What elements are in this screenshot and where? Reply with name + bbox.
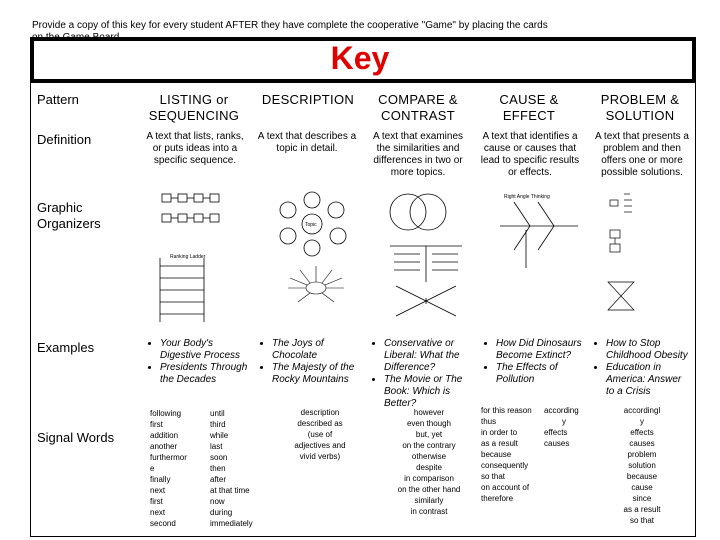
signal-word: despite: [416, 463, 442, 472]
signal-words-problem-solution: [612, 405, 672, 526]
signal-word: as a result: [481, 439, 518, 448]
right-angle-thinking-organizer: [482, 186, 586, 270]
header-compare-contrast: COMPARE & CONTRAST: [378, 92, 458, 123]
signal-word: vivid verbs): [299, 452, 341, 461]
signal-word: but, yet: [415, 430, 443, 439]
signal-words-cause-effect-left: [481, 405, 545, 504]
intro-instructions: Provide a copy of this key for every student AFTER they have complete the cooperative "Game" by placing the cards: [32, 20, 548, 31]
signal-word: as a result: [623, 505, 661, 514]
problem-solution-organizer: [594, 186, 694, 336]
signal-word: because: [481, 450, 512, 459]
example-item: • The Movie or The Book: Which is Better?: [384, 374, 476, 410]
signal-word: y: [640, 417, 644, 426]
signal-word: last: [210, 442, 223, 451]
example-item: • Presidents Through the Decades: [160, 362, 252, 386]
signal-word: during: [210, 508, 233, 517]
header-listing-sequencing: LISTING or SEQUENCING: [148, 92, 240, 123]
description-web-organizer: [256, 186, 366, 304]
signal-word: cause: [631, 483, 653, 492]
examples-cause-effect: [482, 338, 588, 386]
signal-word: causes: [629, 439, 655, 448]
signal-word: another: [150, 442, 178, 451]
signal-word: first: [150, 420, 163, 429]
signal-word: description: [300, 408, 340, 417]
header-problem-solution: PROBLEM & SOLUTION: [600, 92, 680, 123]
example-item: • The Effects of Pollution: [496, 362, 588, 386]
definition-compare-contrast: A text that examines the similarities and differences in two or more topics.: [372, 131, 464, 178]
signal-words-cause-effect-right: [544, 405, 588, 449]
signal-word: because: [626, 472, 658, 481]
signal-word: in order to: [481, 428, 518, 437]
signal-word: on the contrary: [402, 441, 456, 450]
signal-word: effects: [544, 428, 568, 437]
signal-word: soon: [210, 453, 228, 462]
signal-word: for this reason: [481, 406, 532, 415]
signal-word: solution: [628, 461, 656, 470]
row-label-signal-words: Signal Words: [37, 430, 115, 445]
signal-word: consequently: [481, 461, 529, 470]
right-angle-thinking-label: Right Angle Thinking: [504, 194, 550, 200]
example-item: • How Did Dinosaurs Become Extinct?: [496, 338, 588, 362]
signal-word: while: [210, 431, 229, 440]
signal-word: according: [544, 406, 579, 415]
signal-word: next: [150, 508, 166, 517]
signal-word: now: [210, 497, 225, 506]
signal-word: finally: [150, 475, 171, 484]
venn-diagram-organizer: [372, 186, 476, 324]
signal-word: then: [210, 464, 226, 473]
signal-word: accordingl: [623, 406, 661, 415]
example-item: • How to Stop Childhood Obesity: [606, 338, 692, 362]
signal-word: on the other hand: [397, 485, 461, 494]
signal-word: until: [210, 409, 225, 418]
signal-word: in contrast: [410, 507, 448, 516]
signal-word: furthermor: [150, 453, 187, 462]
definition-listing-sequencing: A text that lists, ranks, or puts ideas into a specific sequence.: [146, 131, 244, 166]
signal-word: however: [413, 408, 445, 417]
ranking-ladder-label: Ranking Ladder: [170, 254, 206, 260]
signal-word: described as: [297, 419, 343, 428]
header-cause-effect: CAUSE & EFFECT: [499, 92, 559, 123]
examples-compare-contrast: [370, 338, 476, 410]
example-item: • The Joys of Chocolate: [272, 338, 358, 362]
signal-word: immediately: [210, 519, 253, 528]
signal-word: so that: [481, 472, 506, 481]
signal-word: after: [210, 475, 227, 484]
signal-word: e: [150, 464, 155, 473]
signal-word: at that time: [210, 486, 250, 495]
example-item: • Education in America: Answer to a Crisis: [606, 362, 692, 398]
row-label-graphic-organizers: Graphic Organizers: [37, 200, 101, 231]
signal-words-listing-left: [150, 408, 210, 529]
topic-label: Topic: [305, 222, 317, 228]
example-item: • The Majesty of the Rocky Mountains: [272, 362, 358, 386]
example-item: • Your Body's Digestive Process: [160, 338, 252, 362]
signal-word: on account of: [481, 483, 530, 492]
signal-words-description: [272, 407, 368, 462]
examples-problem-solution: [592, 338, 692, 398]
signal-word: therefore: [481, 494, 514, 503]
examples-listing-sequencing: [146, 338, 252, 386]
sequence-ladder-organizer: [140, 186, 252, 324]
row-label-definition: Definition: [37, 132, 92, 147]
signal-word: following: [150, 409, 182, 418]
definition-problem-solution: A text that presents a problem and then offers one or more possible solutions.: [595, 131, 689, 178]
signal-word: effects: [630, 428, 654, 437]
signal-word: otherwise: [411, 452, 447, 461]
signal-word: addition: [150, 431, 179, 440]
signal-word: y: [562, 417, 566, 426]
signal-word: even though: [406, 419, 452, 428]
definition-cause-effect: A text that identifies a cause or causes that lead to specific results or effects.: [480, 131, 580, 178]
signal-word: thus: [481, 417, 497, 426]
signal-word: third: [210, 420, 226, 429]
definition-description: A text that describes a topic in detail.: [257, 131, 357, 154]
signal-word: (use of: [307, 430, 333, 439]
signal-word: similarly: [414, 496, 444, 505]
signal-word: causes: [544, 439, 570, 448]
signal-word: second: [150, 519, 176, 528]
signal-words-compare-contrast: [382, 407, 476, 517]
signal-word: problem: [627, 450, 657, 459]
signal-word: in comparison: [404, 474, 454, 483]
example-item: • Conservative or Liberal: What the Difference?: [384, 338, 476, 374]
signal-word: adjectives and: [294, 441, 346, 450]
row-label-pattern: Pattern: [37, 92, 79, 107]
signal-word: since: [632, 494, 652, 503]
signal-word: next: [150, 486, 166, 495]
signal-word: first: [150, 497, 163, 506]
signal-words-listing-right: [210, 408, 260, 529]
examples-description: [258, 338, 358, 386]
signal-word: so that: [629, 516, 654, 525]
header-description: DESCRIPTION: [261, 92, 355, 107]
row-label-examples: Examples: [37, 340, 95, 355]
key-title: Key: [330, 40, 390, 76]
